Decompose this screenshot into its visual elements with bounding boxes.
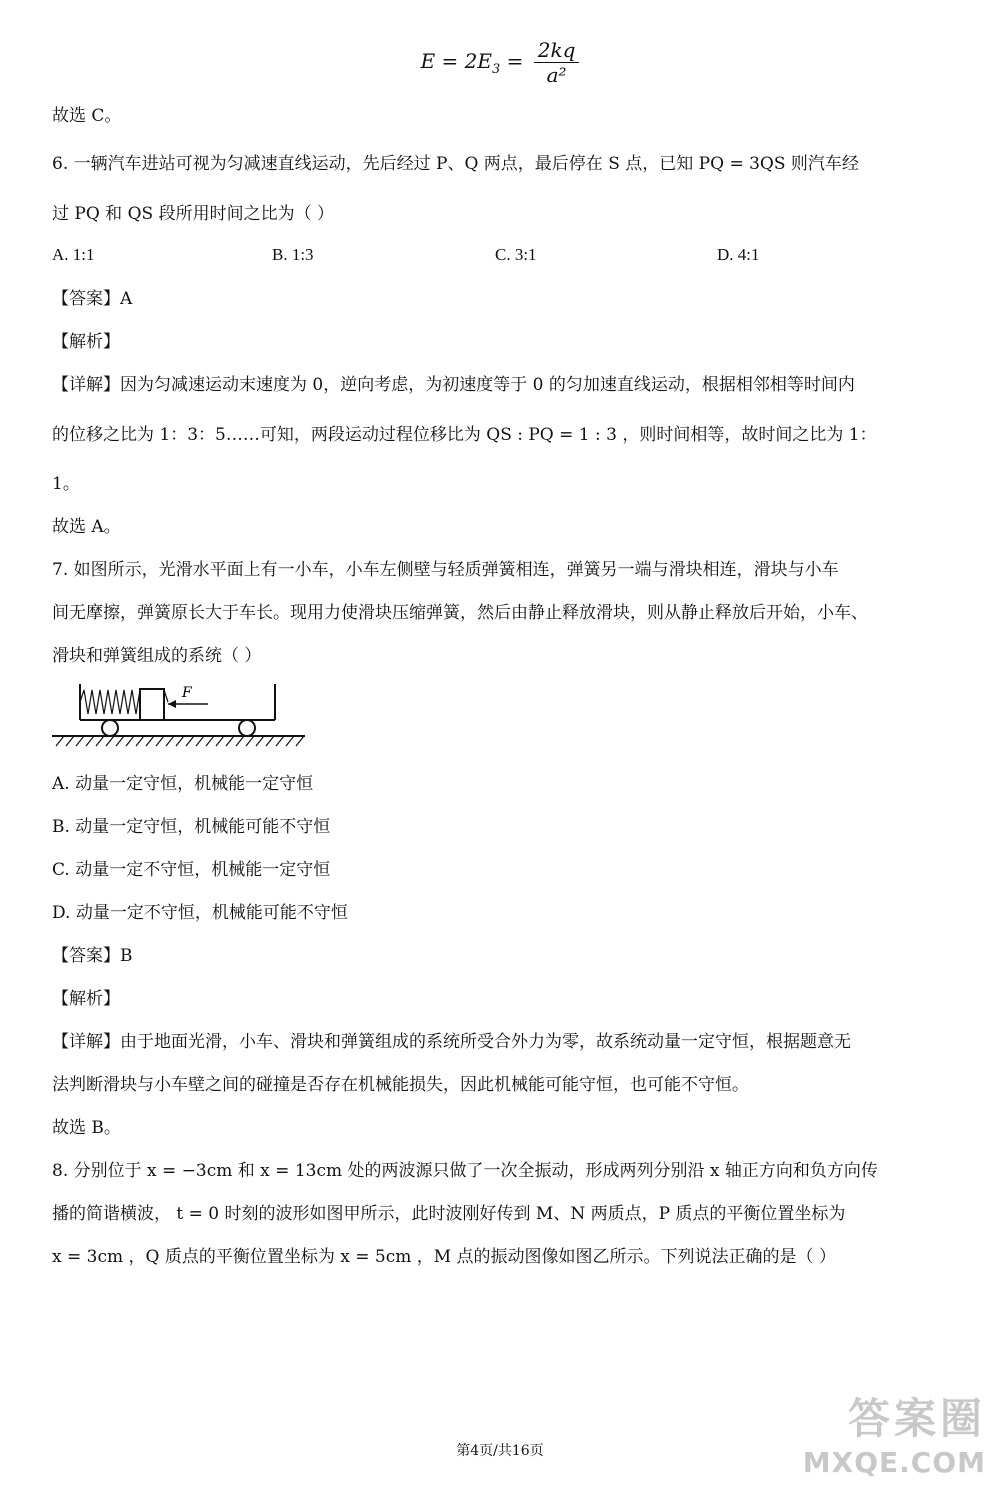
q7-detail-line2: 法判断滑块与小车壁之间的碰撞是否存在机械能损失，因此机械能可能守恒，也可能不守恒。 xyxy=(52,1075,749,1095)
q7-conclusion: 故选 B。 xyxy=(52,1118,121,1138)
formula-numerator: 2kq xyxy=(534,38,580,63)
q6-analysis: 【解析】 xyxy=(52,332,120,352)
slider-block xyxy=(140,689,164,720)
q5-conclusion: 故选 C。 xyxy=(52,106,122,126)
formula-fraction xyxy=(534,38,580,87)
q6-detail-line1: 【详解】因为匀减速运动末速度为 0，逆向考虑，为初速度等于 0 的匀加速直线运动，根据相邻相等时间内 xyxy=(52,375,855,395)
watermark-top: 答案圈 xyxy=(847,1394,986,1443)
q7-stem-line2: 间无摩擦，弹簧原长大于车长。现用力使滑块压缩弹簧，然后由静止释放滑块，则从静止释放后开始，小车、 xyxy=(52,603,868,623)
q7-analysis: 【解析】 xyxy=(52,989,120,1009)
q8-stem-line2: 播的简谐横波， t = 0 时刻的波形如图甲所示，此时波刚好传到 M、N 两质点，P 质点的平衡位置坐标为 xyxy=(52,1204,846,1224)
q8-stem-line3: x = 3cm ，Q 质点的平衡位置坐标为 x = 5cm ，M 点的振动图像如图乙所示。下列说法正确的是（ ） xyxy=(52,1247,836,1267)
ground-hatching xyxy=(56,736,304,746)
force-label: F xyxy=(182,685,192,701)
q6-option-b: B. 1:3 xyxy=(272,245,314,264)
cart-wheel-left xyxy=(102,720,118,736)
force-arrow-head xyxy=(168,700,176,708)
q7-stem-line1: 7. 如图所示，光滑水平面上有一小车，小车左侧壁与轻质弹簧相连，弹簧另一端与滑块相连，滑块与小车 xyxy=(52,560,839,580)
q7-stem-line3: 滑块和弹簧组成的系统（ ） xyxy=(52,646,262,666)
q6-answer: 【答案】A xyxy=(52,289,133,309)
formula-denominator: a² xyxy=(546,63,567,87)
q6-conclusion: 故选 A。 xyxy=(52,517,121,537)
q7-detail-line1: 【详解】由于地面光滑，小车、滑块和弹簧组成的系统所受合外力为零，故系统动量一定守恒，根据题意无 xyxy=(52,1032,851,1052)
watermark xyxy=(803,1386,986,1479)
q7-answer: 【答案】B xyxy=(52,946,133,966)
formula-equals: = xyxy=(500,49,530,73)
q6-detail-line2: 的位移之比为 1：3：5……可知，两段运动过程位移比为 QS : PQ = 1 : 3 ，则时间相等，故时间之比为 1： xyxy=(52,425,877,445)
q6-stem-line1: 6. 一辆汽车进站可视为匀减速直线运动，先后经过 P、Q 两点，最后停在 S 点，已知 PQ = 3QS 则汽车经 xyxy=(52,154,859,174)
q6-option-d: D. 4:1 xyxy=(717,245,760,264)
q6-stem-line2: 过 PQ 和 QS 段所用时间之比为（ ） xyxy=(52,204,334,224)
formula-lhs: E = 2E xyxy=(420,49,492,73)
q7-option-b: B. 动量一定守恒，机械能可能不守恒 xyxy=(52,817,331,837)
q8-stem-line1: 8. 分别位于 x = −3cm 和 x = 13cm 处的两波源只做了一次全振动，形成两列分别沿 x 轴正方向和负方向传 xyxy=(52,1161,878,1181)
q7-option-c: C. 动量一定不守恒，机械能一定守恒 xyxy=(52,860,331,880)
q7-option-d: D. 动量一定不守恒，机械能可能不守恒 xyxy=(52,903,348,923)
q6-option-a: A. 1:1 xyxy=(52,245,95,264)
cart-wheel-right xyxy=(239,720,255,736)
q6-detail-line3: 1。 xyxy=(52,474,80,494)
q7-option-a: A. 动量一定守恒，机械能一定守恒 xyxy=(52,774,314,794)
page-number: 第4页/共16页 xyxy=(456,1443,544,1459)
q6-option-c: C. 3:1 xyxy=(495,245,537,264)
cart-spring-figure xyxy=(50,680,310,748)
watermark-bottom: MXQE.COM xyxy=(802,1446,986,1479)
formula xyxy=(0,38,1000,87)
formula-subscript: 3 xyxy=(491,62,501,77)
